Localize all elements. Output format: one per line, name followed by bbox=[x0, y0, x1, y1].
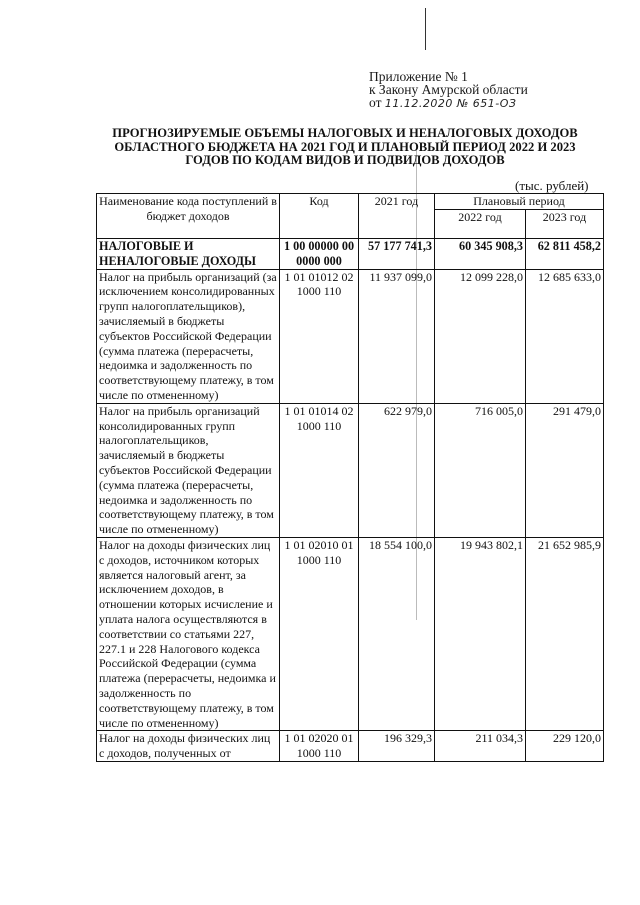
row-name: Налог на прибыль организаций консолидированных групп налогоплательщиков, зачисляемый в бюджеты субъектов Российской Федерации (сумма платежа (перерасчеты, недоимка и задолженность по соответствующему платежу, в том числе по отмененному) bbox=[97, 403, 280, 537]
appendix-date-line bbox=[369, 96, 528, 110]
row-code: 1 01 02020 01 1000 110 bbox=[280, 731, 359, 762]
row-code: 1 01 01012 02 1000 110 bbox=[280, 269, 359, 403]
table-row bbox=[97, 269, 604, 403]
unit-label: (тыс. рублей) bbox=[515, 178, 589, 193]
table-row-total bbox=[97, 239, 604, 270]
row-2023: 291 479,0 bbox=[526, 403, 604, 537]
row-name: Налог на доходы физических лиц с доходов, полученных от bbox=[97, 731, 280, 762]
row-2022: 211 034,3 bbox=[435, 731, 526, 762]
row-code: 1 01 02010 01 1000 110 bbox=[280, 537, 359, 730]
appendix-number: Приложение № 1 bbox=[369, 69, 468, 84]
row-2022: 716 005,0 bbox=[435, 403, 526, 537]
row-2022: 60 345 908,3 bbox=[435, 239, 526, 270]
row-2023: 12 685 633,0 bbox=[526, 269, 604, 403]
row-2021: 18 554 100,0 bbox=[359, 537, 435, 730]
title-line-3: ГОДОВ ПО КОДАМ ВИДОВ И ПОДВИДОВ ДОХОДОВ bbox=[185, 153, 505, 167]
header-plan-period: Плановый период bbox=[435, 194, 604, 210]
table-row bbox=[97, 537, 604, 730]
row-name: Налог на доходы физических лиц с доходов, источником которых является налоговый агент, за исключением доходов, в отношении которых исчисление и уплата налога осуществляются в соответствии со статьями 227, 227.1 и 228 Налогового кодекса Российской Федерации (сумма платежа (перерасчеты, недоимка и задолженность по соответствующему платежу, в том числе по отмененному) bbox=[97, 537, 280, 730]
row-2021: 11 937 099,0 bbox=[359, 269, 435, 403]
row-2021: 196 329,3 bbox=[359, 731, 435, 762]
row-2022: 12 099 228,0 bbox=[435, 269, 526, 403]
row-2023: 62 811 458,2 bbox=[526, 239, 604, 270]
appendix-date-prefix: от bbox=[369, 95, 382, 110]
scan-artifact-line-top bbox=[425, 8, 426, 50]
row-name: НАЛОГОВЫЕ И НЕНАЛОГОВЫЕ ДОХОДЫ bbox=[97, 239, 280, 270]
title-line-1: ПРОГНОЗИРУЕМЫЕ ОБЪЕМЫ НАЛОГОВЫХ И НЕНАЛОГОВЫХ ДОХОДОВ bbox=[112, 126, 578, 140]
header-code: Код bbox=[280, 194, 359, 239]
budget-table bbox=[96, 193, 604, 762]
header-2022: 2022 год bbox=[435, 209, 526, 238]
row-2023: 229 120,0 bbox=[526, 731, 604, 762]
header-name: Наименование кода поступлений в бюджет доходов bbox=[97, 194, 280, 239]
row-2022: 19 943 802,1 bbox=[435, 537, 526, 730]
row-code: 1 00 00000 00 0000 000 bbox=[280, 239, 359, 270]
appendix-law-reference: к Закону Амурской области bbox=[369, 82, 528, 97]
table-row bbox=[97, 731, 604, 762]
page-title bbox=[95, 127, 595, 168]
handwritten-date-number: 11.12.2020 № 651-ОЗ bbox=[384, 97, 517, 110]
row-2023: 21 652 985,9 bbox=[526, 537, 604, 730]
title-line-2: ОБЛАСТНОГО БЮДЖЕТА НА 2021 ГОД И ПЛАНОВЫЙ ПЕРИОД 2022 И 2023 bbox=[114, 139, 576, 154]
row-2021: 57 177 741,3 bbox=[359, 239, 435, 270]
table-row bbox=[97, 403, 604, 537]
row-name: Налог на прибыль организаций (за исключением консолидированных групп налогоплательщиков), зачисляемый в бюджеты субъектов Российской Федерации (сумма платежа (перерасчеты, недоимка и задолженность по соответствующему платежу, в том числе по отмененному) bbox=[97, 269, 280, 403]
header-2021: 2021 год bbox=[359, 194, 435, 239]
row-2021: 622 979,0 bbox=[359, 403, 435, 537]
appendix-block bbox=[369, 70, 528, 110]
row-code: 1 01 01014 02 1000 110 bbox=[280, 403, 359, 537]
header-2023: 2023 год bbox=[526, 209, 604, 238]
